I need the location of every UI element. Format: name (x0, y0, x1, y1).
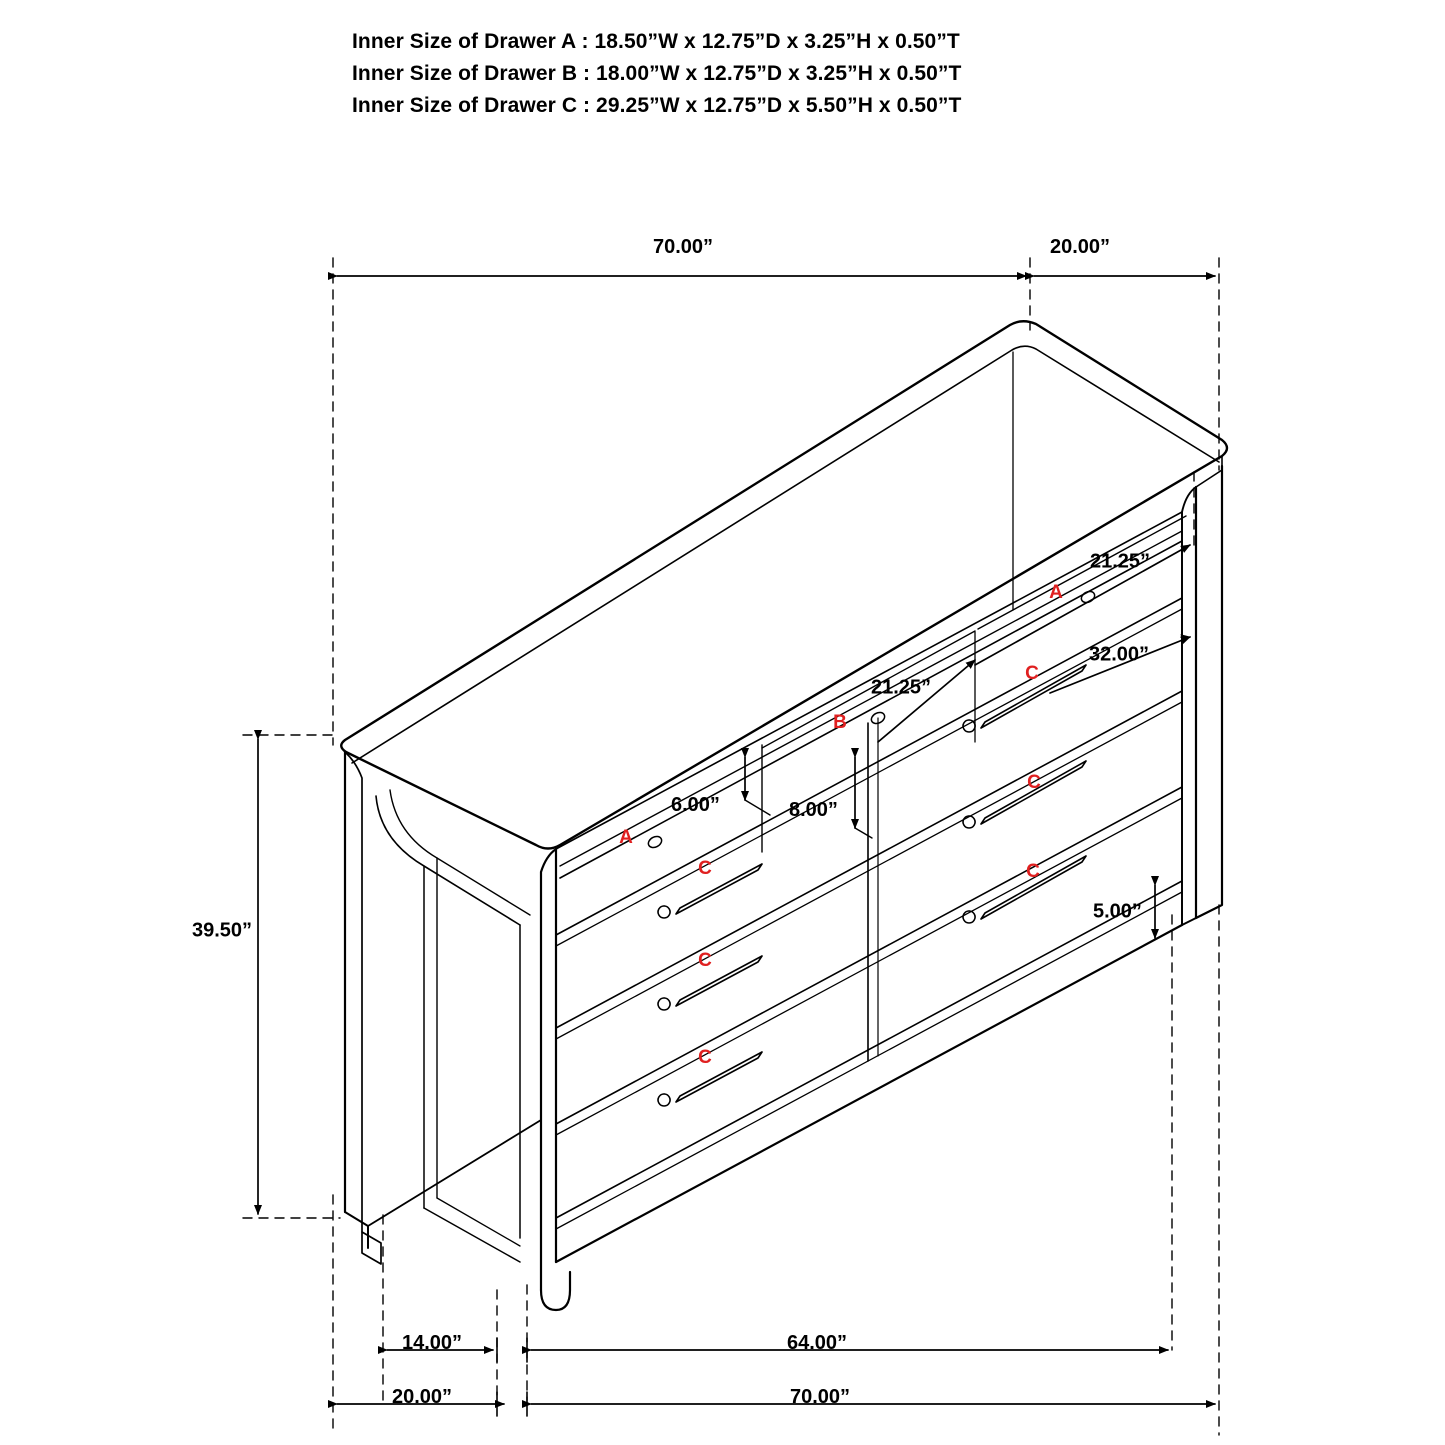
drawer-b-spec-line: Inner Size of Drawer B : 18.00”W x 12.75”D x 3.25”H x 0.50”T (352, 62, 962, 85)
drawer-marker-c-1: C (1025, 663, 1039, 684)
drawer-a-spec-line: Inner Size of Drawer A : 18.50”W x 12.75”D x 3.25”H x 0.50”T (352, 30, 960, 53)
dim-bottom-width: 70.00” (789, 1386, 851, 1408)
dim-top-depth: 20.00” (1049, 236, 1111, 258)
dim-body-width: 64.00” (786, 1332, 848, 1354)
dim-base-height: 5.00” (1093, 900, 1142, 923)
drawer-marker-c-3: C (698, 858, 712, 879)
drawer-marker-a-2: A (619, 827, 633, 848)
drawer-marker-c-5: C (698, 950, 712, 971)
dim-drawer-c-width: 32.00” (1089, 643, 1150, 666)
drawer-marker-c-2: C (1027, 772, 1041, 793)
drawer-marker-c-6: C (698, 1047, 712, 1068)
dim-drawer-a-height: 6.00” (671, 794, 720, 816)
dim-base-depth: 20.00” (392, 1386, 453, 1408)
dim-drawer-c-height: 8.00” (789, 799, 838, 821)
drawer-marker-c-4: C (1026, 861, 1040, 882)
drawer-c-spec-line: Inner Size of Drawer C : 29.25”W x 12.75”D x 5.50”H x 0.50”T (352, 94, 962, 117)
dim-height-total: 39.50” (191, 919, 253, 942)
dim-drawer-a-width: 21.25” (1090, 550, 1151, 573)
dim-drawer-b-width: 21.25” (871, 676, 932, 699)
drawer-marker-a-1: A (1049, 582, 1063, 603)
dim-leg-depth: 14.00” (402, 1332, 463, 1354)
dim-top-width: 70.00” (652, 236, 714, 258)
drawer-marker-b-1: B (833, 712, 847, 733)
